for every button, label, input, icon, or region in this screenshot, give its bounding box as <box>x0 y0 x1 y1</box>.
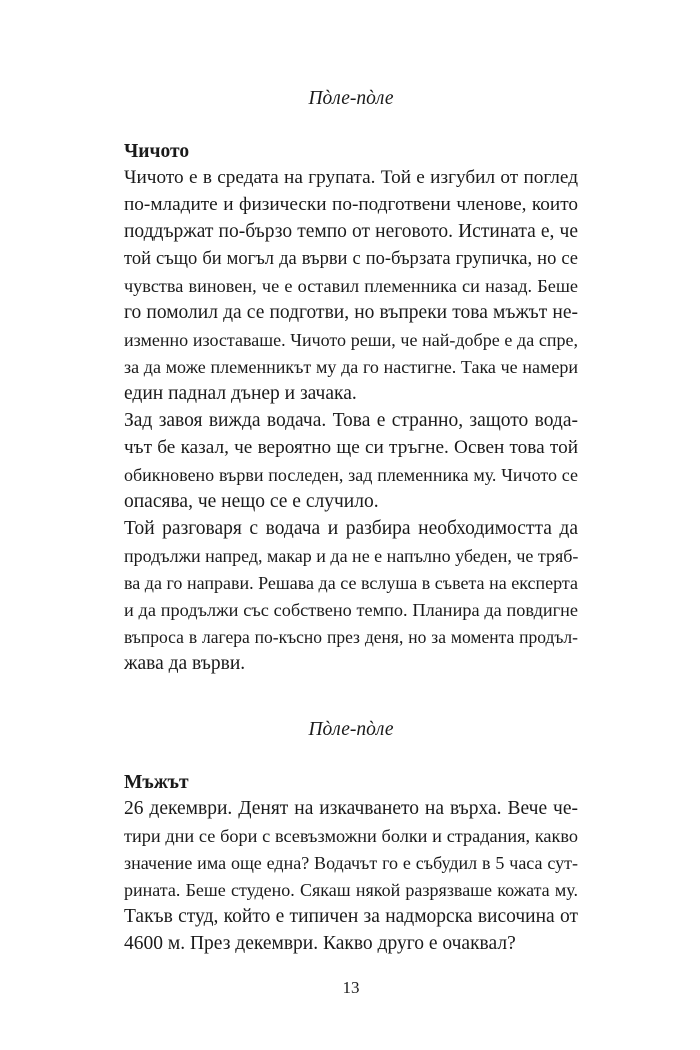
text-line: рината. Беше студено. Сякаш някой разрязваше кожата му. <box>124 880 578 900</box>
text-line: тири дни се бори с всевъзможни болки и страдания, какво <box>124 826 578 846</box>
text-line: продължи напред, макар и да не е напълно убеден, че тряб- <box>124 546 579 566</box>
text-line: изменно изоставаше. Чичото реши, че най-добре е да спре, <box>124 330 578 350</box>
text-line: 26 декември. Денят на изкачването на върха. Вече че- <box>124 798 578 819</box>
text-line: поддържат по-бързо темпо от неговото. Истината е, че <box>124 221 578 242</box>
text-line: жава да върви. <box>124 653 246 674</box>
text-line: обикновено върви последен, зад племенника му. Чичото се <box>124 465 578 485</box>
section-heading: Мъжът <box>124 772 189 793</box>
section-heading: Чичото <box>124 141 190 162</box>
text-line: ва да го направи. Решава да се вслуша в съвета на експерта <box>124 573 578 593</box>
text-line: чът бе казал, че вероятно ще си тръгне. Освен това той <box>124 437 578 458</box>
page-number: 13 <box>342 978 360 997</box>
text-line: той също би могъл да върви с по-бързата групичка, но се <box>124 249 578 269</box>
section-title: Пòле-пòле <box>308 719 394 740</box>
text-line: Чичото е в средата на групата. Той е изгубил от поглед <box>124 167 578 188</box>
text-line: го помолил да се подготви, но въпреки това мъжът не- <box>124 302 578 323</box>
text-line: Той разговаря с водача и разбира необходимостта да <box>124 518 578 539</box>
text-line: Зад завоя вижда водача. Това е странно, защото вода- <box>124 410 578 431</box>
text-line: и да продължи със собствено темпо. Планира да повдигне <box>124 600 578 620</box>
section-title: Пòле-пòле <box>308 88 394 109</box>
text-line: един паднал дънер и зачака. <box>124 383 357 404</box>
text-line: чувства виновен, че е оставил племенника си назад. Беше <box>124 276 578 296</box>
text-line: 4600 м. През декември. Какво друго е очаквал? <box>124 933 516 954</box>
text-line: Такъв студ, който е типичен за надморска височина от <box>124 906 578 927</box>
text-line: за да може племенникът му да го настигне. Така че намери <box>124 357 578 377</box>
text-line: по-младите и физически по-подготвени членове, които <box>124 194 578 215</box>
text-line: значение има още една? Водачът го е събудил в 5 часа сут- <box>124 853 578 873</box>
text-line: опасява, че нещо се е случило. <box>124 491 379 512</box>
text-line: въпроса в лагера по-късно през деня, но за момента продъл- <box>124 627 578 647</box>
